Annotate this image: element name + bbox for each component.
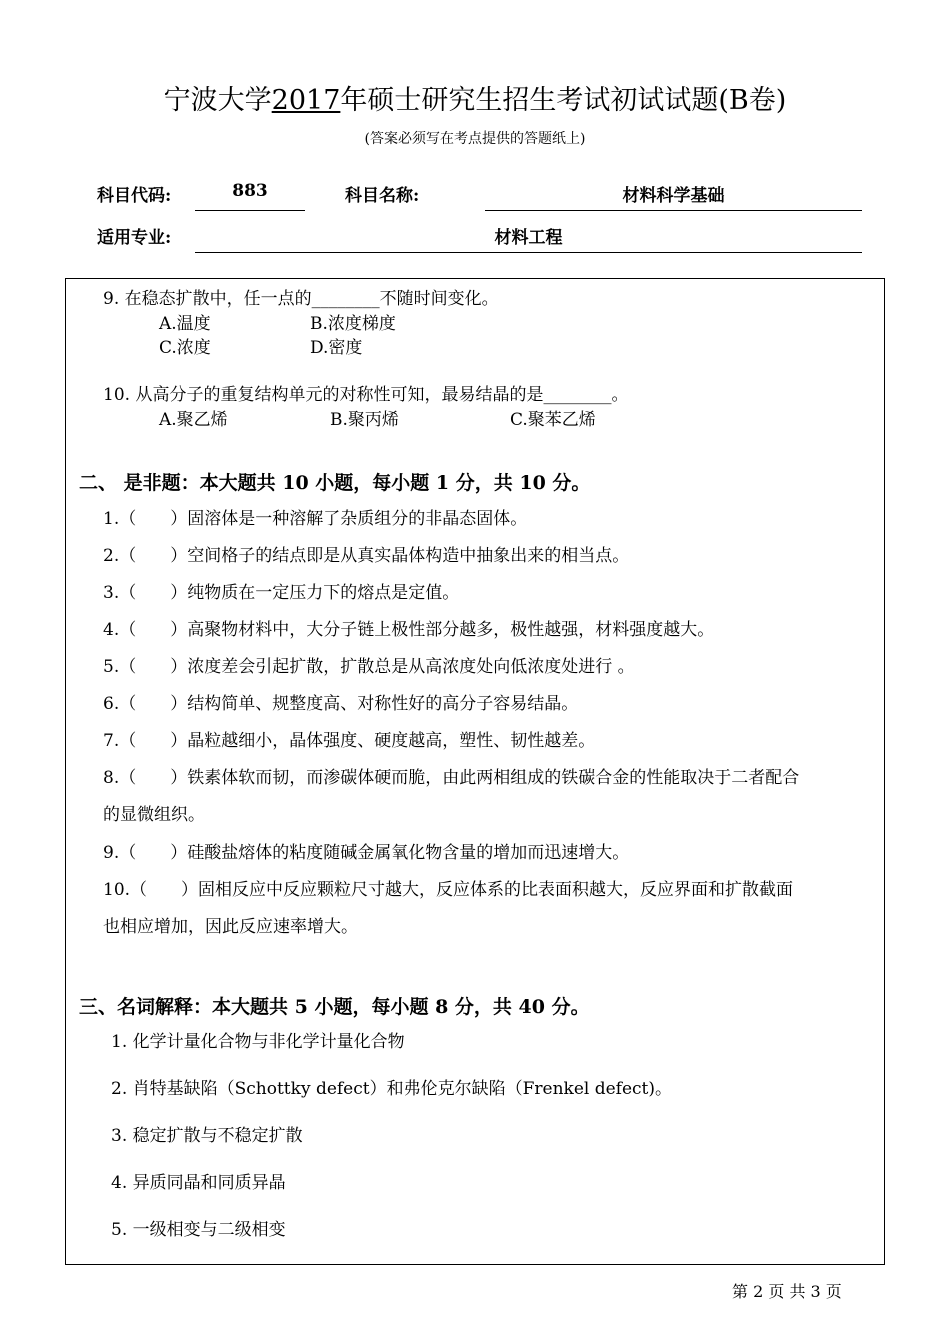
tf-item: [103, 652, 635, 677]
tf-item: [103, 875, 793, 900]
tf-item: [103, 504, 527, 529]
term-item: 2. 肖特基缺陷（Schottky defect）和弗伦克尔缺陷（Frenkel defect)。: [111, 1079, 673, 1099]
tf-number: 5.（ ）: [103, 657, 188, 677]
mc-9-option-c: C.浓度: [159, 338, 211, 358]
tf-item: [103, 838, 629, 863]
term-item: 5. 一级相变与二级相变: [111, 1220, 286, 1240]
mc-10-option-c: C.聚苯乙烯: [510, 410, 596, 430]
major-underline: [195, 252, 862, 253]
subject-code-value: 883: [232, 181, 268, 201]
section-2-heading: 二、 是非题：本大题共 10 小题，每小题 1 分，共 10 分。: [79, 472, 591, 494]
tf-text: 浓度差会引起扩散，扩散总是从高浓度处向低浓度处进行 。: [187, 657, 635, 677]
subject-name-label: 科目名称:: [345, 186, 420, 206]
term-item: 4. 异质同晶和同质异晶: [111, 1173, 286, 1193]
page-number: 第 2 页 共 3 页: [732, 1282, 842, 1301]
title-year: 2017: [271, 85, 341, 116]
subject-code-label: 科目代码:: [97, 186, 172, 206]
exam-subtitle: (答案必须写在考点提供的答题纸上): [364, 131, 586, 147]
tf-text: 空间格子的结点即是从真实晶体构造中抽象出来的相当点。: [187, 546, 630, 566]
tf-text: 固相反应中反应颗粒尺寸越大，反应体系的比表面积越大，反应界面和扩散截面: [198, 880, 794, 900]
mc-9-option-a: A.温度: [159, 314, 211, 334]
subject-code-underline: [195, 210, 305, 211]
tf-text: 固溶体是一种溶解了杂质组分的非晶态固体。: [187, 509, 528, 529]
term-item: 1. 化学计量化合物与非化学计量化合物: [111, 1032, 405, 1052]
tf-item: [103, 615, 714, 640]
tf-number: 4.（ ）: [103, 620, 188, 640]
tf-text: 纯物质在一定压力下的熔点是定值。: [187, 583, 460, 603]
tf-item: [103, 689, 578, 714]
subject-name-underline: [485, 210, 862, 211]
tf-number: 8.（ ）: [103, 768, 188, 788]
tf-item: [103, 578, 459, 603]
tf-item: [103, 763, 799, 788]
tf-text: 晶粒越细小，晶体强度、硬度越高，塑性、韧性越差。: [187, 731, 596, 751]
tf-item: [103, 541, 629, 566]
mc-10-option-a: A.聚乙烯: [159, 410, 228, 430]
tf-text: 高聚物材料中，大分子链上极性部分越多，极性越强，材料强度越大。: [187, 620, 715, 640]
major-value: 材料工程: [494, 228, 563, 248]
tf-number: 6.（ ）: [103, 694, 188, 714]
tf-number: 7.（ ）: [103, 731, 188, 751]
tf-item-continuation: 也相应增加，因此反应速率增大。: [103, 917, 358, 937]
subject-name-value: 材料科学基础: [622, 186, 725, 206]
title-suffix: 年硕士研究生招生考试初试试题(B卷): [340, 85, 787, 116]
tf-number: 1.（ ）: [103, 509, 188, 529]
tf-text: 硅酸盐熔体的粘度随碱金属氧化物含量的增加而迅速增大。: [187, 843, 630, 863]
major-label: 适用专业:: [97, 228, 172, 248]
tf-number: 3.（ ）: [103, 583, 188, 603]
mc-9-option-b: B.浓度梯度: [310, 314, 396, 334]
section-3-heading: 三、名词解释：本大题共 5 小题，每小题 8 分，共 40 分。: [79, 996, 590, 1018]
exam-title: [0, 78, 950, 117]
tf-text: 结构简单、规整度高、对称性好的高分子容易结晶。: [187, 694, 579, 714]
tf-item: [103, 726, 595, 751]
mc-10-option-b: B.聚丙烯: [330, 410, 399, 430]
tf-item-continuation: 的显微组织。: [103, 805, 205, 825]
tf-number: 2.（ ）: [103, 546, 188, 566]
mc-9-option-d: D.密度: [310, 338, 363, 358]
mc-question-9: 9. 在稳态扩散中，任一点的________不随时间变化。: [103, 289, 499, 309]
tf-text: 铁素体软而韧，而渗碳体硬而脆，由此两相组成的铁碳合金的性能取决于二者配合: [187, 768, 800, 788]
tf-number: 9.（ ）: [103, 843, 188, 863]
title-prefix: 宁波大学: [163, 85, 272, 116]
term-item: 3. 稳定扩散与不稳定扩散: [111, 1126, 303, 1146]
mc-question-10: 10. 从高分子的重复结构单元的对称性可知，最易结晶的是________。: [103, 385, 629, 405]
tf-number: 10.（ ）: [103, 880, 199, 900]
